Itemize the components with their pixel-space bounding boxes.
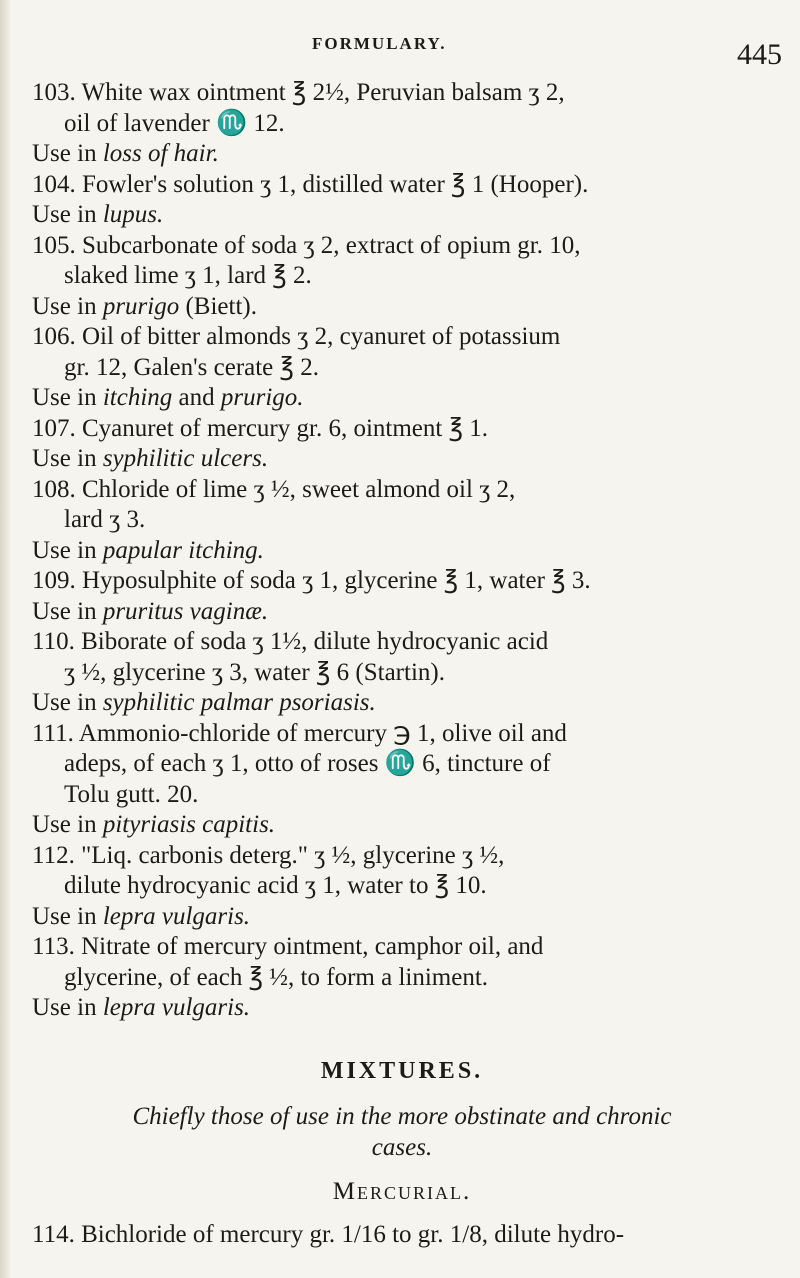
formula-line: 111. Ammonio-chloride of mercury ℈ 1, olive oil and [32,719,567,747]
usage-line [32,993,772,1024]
section-heading: MIXTURES. [320,1057,484,1084]
usage-condition: prurigo [102,292,180,320]
page-body [32,78,772,1250]
usage-condition: prurigo. [220,384,304,411]
usage-prefix: Use in [32,536,103,564]
formula-continuation: gr. 12, Galen's cerate ℥ 2. [64,353,319,381]
usage-prefix: Use in [32,811,103,838]
formulary-entries [32,78,772,1024]
page-number: 445 [737,38,782,71]
section-note-line: cases. [371,1133,433,1161]
formula-line: 107. Cyanuret of mercury gr. 6, ointment ℥ 1. [32,414,489,442]
formula-continuation: glycerine, of each ℥ ½, to form a liniment. [64,963,489,991]
section-note-line: Chiefly those of use in the more obstinate and chronic [132,1103,672,1130]
formula-line: 106. Oil of bitter almonds ʒ 2, cyanuret of potassium [32,323,561,350]
formula-line: 110. Biborate of soda ʒ 1½, dilute hydrocyanic acid [32,628,549,655]
usage-condition: papular itching. [102,536,264,564]
formula-continuation: lard ʒ 3. [64,506,146,533]
usage-prefix: Use in [32,445,103,472]
formula-line: 103. White wax ointment ℥ 2½, Peruvian balsam ʒ 2, [32,79,565,106]
usage-condition: pruritus vaginæ. [102,597,269,625]
usage-line [32,444,772,475]
usage-line [32,597,772,628]
usage-condition: lupus. [102,201,164,228]
page-edge-shadow [0,0,10,1278]
usage-line [32,292,772,323]
usage-condition: lepra vulgaris. [102,994,251,1021]
running-title: FORMULARY. [312,34,447,53]
usage-prefix: Use in [32,902,103,930]
section-note [32,1102,772,1163]
usage-condition: loss of hair. [102,140,219,167]
formula-continuation: ʒ ½, glycerine ʒ 3, water ℥ 6 (Startin). [64,658,445,686]
formula-line: 104. Fowler's solution ʒ 1, distilled water ℥ 1 (Hooper). [32,170,589,198]
usage-line [32,688,772,719]
usage-prefix: Use in [32,292,103,320]
running-head [32,34,782,74]
formula-continuation: Tolu gutt. 20. [64,780,199,808]
usage-prefix: Use in [32,689,103,716]
usage-line [32,536,772,567]
formula-line: 114. Bichloride of mercury gr. 1/16 to gr. 1/8, dilute hydro- [32,1220,625,1248]
usage-conjunction: and [172,384,221,411]
usage-line [32,810,772,841]
usage-line [32,383,772,414]
usage-line [32,139,772,170]
formula-continuation: dilute hydrocyanic acid ʒ 1, water to ℥ 10. [64,872,487,899]
usage-prefix: Use in [32,994,103,1021]
usage-condition: pityriasis capitis. [102,811,276,838]
formula-line: 109. Hyposulphite of soda ʒ 1, glycerine ℥ 1, water ℥ 3. [32,567,591,594]
formula-line: 112. "Liq. carbonis deterg." ʒ ½, glycerine ʒ ½, [32,841,505,869]
formula-continuation: slaked lime ʒ 1, lard ℥ 2. [64,262,312,289]
formula-line: 113. Nitrate of mercury ointment, camphor oil, and [32,933,544,960]
usage-line [32,902,772,933]
subsection-heading: Mercurial. [332,1178,472,1205]
usage-condition: lepra vulgaris. [102,902,251,930]
usage-condition: syphilitic ulcers. [102,445,269,472]
formula-line: 105. Subcarbonate of soda ʒ 2, extract of opium gr. 10, [32,231,581,259]
usage-source: (Biett). [179,292,257,320]
formula-continuation: adeps, of each ʒ 1, otto of roses ♏ 6, tincture of [64,750,551,777]
usage-condition: syphilitic palmar psoriasis. [102,689,376,716]
usage-prefix: Use in [32,384,103,411]
usage-prefix: Use in [32,597,103,625]
formula-continuation: oil of lavender ♏ 12. [64,109,285,137]
formula-line: 108. Chloride of lime ʒ ½, sweet almond oil ʒ 2, [32,475,516,503]
usage-line [32,200,772,231]
usage-prefix: Use in [32,140,103,167]
usage-condition: itching [102,384,173,411]
usage-prefix: Use in [32,201,103,228]
